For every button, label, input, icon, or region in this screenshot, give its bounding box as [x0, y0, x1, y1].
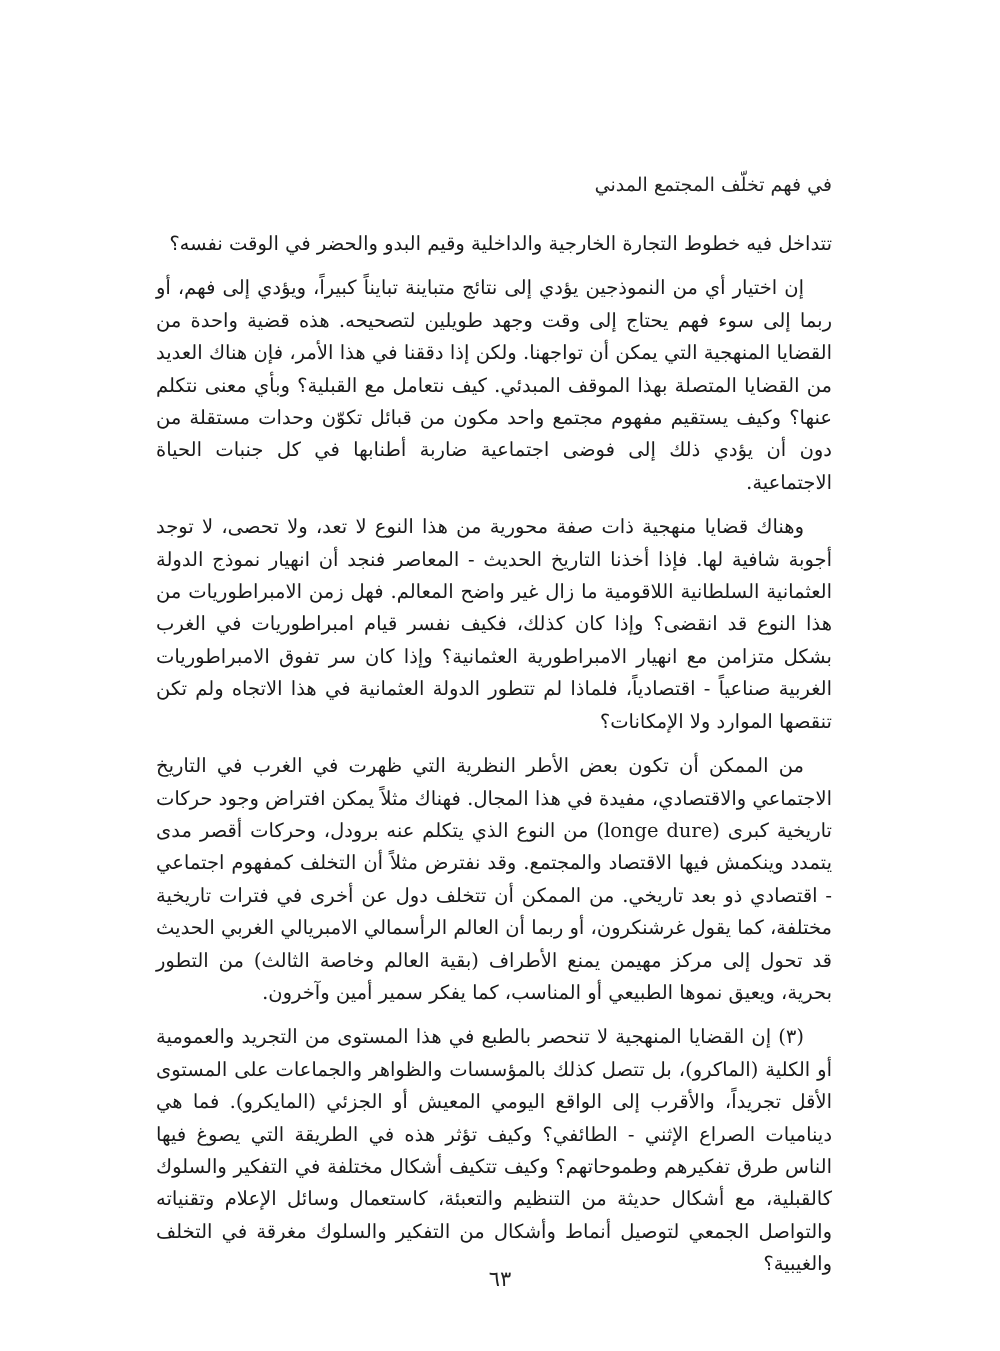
- page-number: ٦٣: [488, 1267, 512, 1291]
- paragraph-theoretical-frameworks: من الممكن أن تكون بعض الأطر النظرية التي ظهرت في الغرب في التاريخ الاجتماعي والاقتصادي، مفيدة في هذا المجال. فهناك مثلاً يمكن افتراض وجود حركات تاريخية كبرى (longe dure) من النوع الذي يتكلم عنه برودل، وحركات أقصر مدى يتمدد وينكمش فيها الاقتصاد والمجتمع. وقد نفترض مثلاً أن التخلف كمفهوم اجتماعي - اقتصادي ذو بعد تاريخي. من الممكن أن تتخلف دول عن أخرى في فترات تاريخية مختلفة، كما يقول غرشنكرون، أو ربما أن العالم الرأسمالي الامبريالي الغربي الحديث قد تحول إلى مركز مهيمن يمنع الأطراف (بقية العالم وخاصة الثالث) من التطور بحرية، ويعيق نموها الطبيعي أو المناسب، كما يفكر سمير أمين وآخرون.: [156, 754, 832, 1004]
- body-text: [156, 228, 832, 1293]
- paragraph-ottoman-empire: وهناك قضايا منهجية ذات صفة محورية من هذا النوع لا تعد، ولا تحصى، لا توجد أجوبة شافية لها. فإذا أخذنا التاريخ الحديث - المعاصر فنجد أن انهيار نموذج الدولة العثمانية السلطانية اللاقومية ما زال غير واضح المعالم. فهل زمن الامبراطوريات من هذا النوع قد انقضى؟ وإذا كان كذلك، فكيف نفسر قيام امبراطوريات في الغرب بشكل متزامن مع انهيار الامبراطورية العثمانية؟ وإذا كان سر تفوق الامبراطوريات الغربية صناعياً - اقتصادياً، فلماذا لم تتطور الدولة العثمانية في هذا الاتجاه ولم تكن تنقصها الموارد ولا الإمكانات؟: [156, 515, 832, 733]
- paragraph-model-choice: إن اختيار أي من النموذجين يؤدي إلى نتائج متباينة تبايناً كبيراً، ويؤدي إلى فهم، أو ربما إلى سوء فهم يحتاج إلى وقت وجهد طويلين لتصحيحه. هذه قضية واحدة من القضايا المنهجية التي يمكن أن تواجهنا. ولكن إذا دققنا في هذا الأمر، فإن هناك العديد من القضايا المتصلة بهذا الموقف المبدئي. كيف نتعامل مع القبلية؟ وبأي معنى نتكلم عنها؟ وكيف يستقيم مفهوم مجتمع واحد مكون من قبائل تكوّن وحدات مستقلة من دون أن يؤدي ذلك إلى فوضى اجتماعية ضاربة أطنابها في كل جنبات الحياة الاجتماعية.: [156, 276, 832, 494]
- running-header-title: في فهم تخلّف المجتمع المدني: [594, 174, 832, 196]
- paragraph-methodological-issues: (٣) إن القضايا المنهجية لا تنحصر بالطبع في هذا المستوى من التجريد والعمومية أو الكلية (الماكرو)، بل تتصل كذلك بالمؤسسات والظواهر والجماعات على المستوى الأقل تجريداً، والأقرب إلى الواقع اليومي المعيش أو الجزئي (المايكرو). فما هي ديناميات الصراع الإثني - الطائفي؟ وكيف تؤثر هذه في الطريقة التي يصوغ فيها الناس طرق تفكيرهم وطموحاتهم؟ وكيف تتكيف أشكال مختلفة في التفكير والسلوك كالقبلية، مع أشكال حديثة من التنظيم والتعبئة، كاستعمال وسائل الإعلام وتقنياته والتواصل الجمعي لتوصيل أنماط وأشكال من التفكير والسلوك مغرقة في التخلف والغيبية؟: [156, 1025, 832, 1276]
- paragraph-continuation: تتداخل فيه خطوط التجارة الخارجية والداخلية وقيم البدو والحضر في الوقت نفسه؟: [169, 232, 832, 255]
